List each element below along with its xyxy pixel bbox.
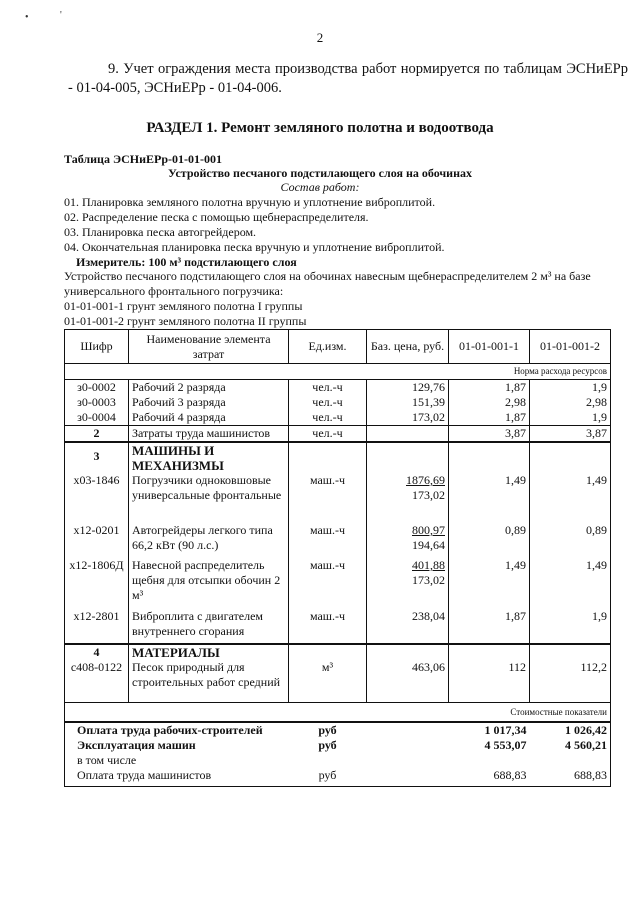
price-cell — [367, 426, 449, 443]
table-row — [65, 660, 611, 703]
cost-value: 4 560,21 — [530, 738, 611, 753]
work-item: 04. Окончательная планировка песка вручную и уплотнение виброплитой. — [64, 240, 445, 254]
code-cell: х12-1806Д — [65, 553, 129, 603]
value-cell: 1,87 — [449, 410, 530, 426]
variant: 01-01-001-1 грунт земляного полотна I группы — [64, 299, 303, 313]
work-item: 03. Планировка песка автогрейдером. — [64, 225, 257, 239]
cost-row — [65, 722, 611, 738]
value-cell: 1,87 — [449, 603, 530, 644]
price-value: 1876,69 — [406, 473, 445, 487]
table-row — [65, 473, 611, 518]
cost-caption: Стоимостные показатели — [65, 703, 611, 723]
work-item: 02. Распределение песка с помощью щебнераспределителя. — [64, 210, 369, 224]
code-cell: з0-0002 — [65, 380, 129, 396]
value-cell: 1,87 — [449, 380, 530, 396]
price-cell: 238,04 — [367, 603, 449, 644]
price-cell: 129,76 — [367, 380, 449, 396]
table-label: Таблица ЭСНиЕРр-01-01-001 — [64, 152, 223, 166]
code-cell: з0-0003 — [65, 395, 129, 410]
cost-value: 1 017,34 — [449, 722, 530, 738]
cost-unit: руб — [289, 722, 367, 738]
price-cell — [367, 553, 449, 603]
cost-value — [449, 753, 530, 768]
cost-value: 688,83 — [449, 768, 530, 787]
table-row — [65, 410, 611, 426]
value-cell: 1,49 — [449, 553, 530, 603]
value-cell: 3,87 — [530, 426, 611, 443]
table-row — [65, 553, 611, 603]
price-value: 401,88 — [412, 558, 445, 572]
cost-value: 1 026,42 — [530, 722, 611, 738]
name-cell: Виброплита с двигателем внутреннего сгорания — [129, 603, 289, 644]
unit-cell: чел.-ч — [289, 395, 367, 410]
name-cell: Рабочий 3 разряда — [129, 395, 289, 410]
variant: 01-01-001-2 грунт земляного полотна II группы — [64, 314, 307, 328]
price-cell: 151,39 — [367, 395, 449, 410]
group-name: МАШИНЫ И МЕХАНИЗМЫ — [129, 442, 289, 473]
table-row — [65, 603, 611, 644]
cost-name: в том числе — [65, 753, 289, 768]
unit-cell: чел.-ч — [289, 380, 367, 396]
header-cell: Ед.изм. — [289, 330, 367, 364]
table-row — [65, 395, 611, 410]
price-cell: 463,06 — [367, 660, 449, 703]
unit-cell: м³ — [289, 660, 367, 703]
cost-row — [65, 753, 611, 768]
header-cell: Баз. цена, руб. — [367, 330, 449, 364]
unit-cell: чел.-ч — [289, 426, 367, 443]
page-number: 2 — [316, 30, 324, 45]
value-cell: 1,9 — [530, 410, 611, 426]
table-row — [65, 518, 611, 553]
cost-value: 688,83 — [530, 768, 611, 787]
unit-cell: маш.-ч — [289, 518, 367, 553]
value-cell: 1,49 — [449, 473, 530, 518]
code-cell: с408-0122 — [65, 660, 129, 703]
name-cell: Погрузчики одноковшовые универсальные фронтальные — [129, 473, 289, 518]
cost-value: 4 553,07 — [484, 738, 527, 752]
header-cell: 01-01-001-2 — [530, 330, 611, 364]
value-cell: 1,9 — [530, 603, 611, 644]
table-row — [65, 426, 611, 443]
table-row — [65, 380, 611, 396]
header-cell: 01-01-001-1 — [449, 330, 530, 364]
code-cell: х03-1846 — [65, 473, 129, 518]
value-cell: 1,9 — [530, 380, 611, 396]
work-item: 01. Планировка земляного полотна вручную и уплотнение виброплитой. — [64, 195, 436, 209]
unit-cell: маш.-ч — [289, 603, 367, 644]
cost-unit: руб — [318, 738, 337, 752]
code-cell: 2 — [65, 426, 129, 443]
price-operator: 173,02 — [412, 488, 445, 502]
cost-unit: руб — [289, 768, 367, 787]
intro-paragraph — [68, 60, 628, 98]
table-header-row — [65, 330, 611, 364]
meter: Измеритель: 100 м³ подстилающего слоя — [76, 255, 297, 269]
scan-mark: • — [25, 12, 29, 23]
price-cell: 173,02 — [367, 410, 449, 426]
value-cell: 112,2 — [530, 660, 611, 703]
code-cell: з0-0004 — [65, 410, 129, 426]
unit-cell: маш.-ч — [289, 553, 367, 603]
value-cell: 2,98 — [530, 395, 611, 410]
name-cell: Автогрейдеры легкого типа 66,2 кВт (90 л.с.) — [129, 518, 289, 553]
value-cell: 112 — [449, 660, 530, 703]
name-cell: Рабочий 4 разряда — [129, 410, 289, 426]
works-list — [64, 195, 445, 255]
value-cell: 0,89 — [449, 518, 530, 553]
header-cell: Шифр — [65, 330, 129, 364]
cost-name: Оплата труда машинистов — [65, 768, 289, 787]
cost-row — [65, 768, 611, 787]
resource-table — [64, 329, 611, 787]
intro-text: 9. Учет ограждения места производства работ нормируется по таблицам ЭСНиЕРр - 01-04-005, ЭСНиЕРр - 01-04-006. — [68, 61, 628, 96]
name-cell: Песок природный для строительных работ средний — [129, 660, 289, 703]
group-code: 4 — [65, 644, 129, 660]
value-cell: 2,98 — [449, 395, 530, 410]
header-cell: Наименование элемента затрат — [129, 330, 289, 364]
value-cell: 1,49 — [530, 473, 611, 518]
price-operator: 173,02 — [412, 573, 445, 587]
unit-cell: маш.-ч — [289, 473, 367, 518]
price-cell — [367, 518, 449, 553]
name-cell: Затраты труда машинистов — [129, 426, 289, 443]
norm-caption: Норма расхода ресурсов — [65, 364, 611, 380]
scan-mark: ' — [60, 10, 62, 21]
price-value: 800,97 — [412, 523, 445, 537]
cost-row — [65, 738, 611, 753]
group-row — [65, 442, 611, 473]
code-cell: х12-2801 — [65, 603, 129, 644]
price-operator: 194,64 — [412, 538, 445, 552]
group-name: МАТЕРИАЛЫ — [129, 644, 289, 660]
name-cell: Рабочий 2 разряда — [129, 380, 289, 396]
price-cell — [367, 473, 449, 518]
group-row — [65, 644, 611, 660]
unit-cell: чел.-ч — [289, 410, 367, 426]
value-cell: 1,49 — [530, 553, 611, 603]
value-cell: 3,87 — [449, 426, 530, 443]
cost-unit — [289, 753, 367, 768]
composition-title: Состав работ: — [280, 180, 360, 194]
section-title: РАЗДЕЛ 1. Ремонт земляного полотна и водоотвода — [146, 120, 494, 136]
value-cell: 0,89 — [530, 518, 611, 553]
name-cell: Навесной распределитель щебня для отсыпки обочин 2 м³ — [129, 553, 289, 603]
cost-name: Эксплуатация машин — [65, 738, 289, 753]
cost-value — [530, 753, 611, 768]
table-subtitle: Устройство песчаного подстилающего слоя на обочинах — [167, 166, 473, 180]
cost-name: Оплата труда рабочих-строителей — [65, 722, 289, 738]
group-code: 3 — [65, 442, 129, 473]
description: Устройство песчаного подстилающего слоя на обочинах навесным щебнераспределителем 2 м³ на базе универсального фронтального погрузчика: — [64, 269, 591, 298]
code-cell: х12-0201 — [65, 518, 129, 553]
